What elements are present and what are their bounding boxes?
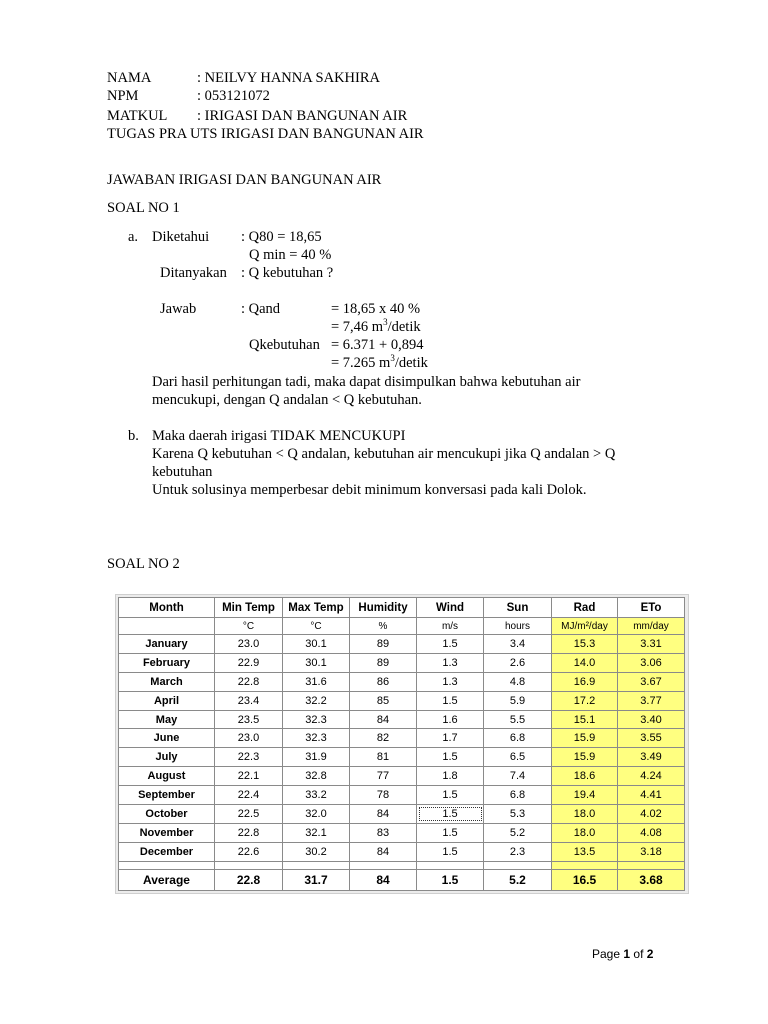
table-cell: 1.5 [417, 786, 484, 805]
table-cell: 84 [350, 842, 417, 861]
table-cell: 2.6 [484, 653, 552, 672]
table-cell: 1.5 [417, 691, 484, 710]
table-cell: January [119, 635, 215, 654]
table-cell: June [119, 729, 215, 748]
unit-max-temp: °C [283, 618, 350, 635]
table-cell: 3.77 [618, 691, 685, 710]
soal1-title: SOAL NO 1 [107, 200, 180, 216]
table-cell: 85 [350, 691, 417, 710]
table-header-row [119, 598, 685, 618]
tugas-title: TUGAS PRA UTS IRIGASI DAN BANGUNAN AIR [107, 126, 424, 142]
table-cell: December [119, 842, 215, 861]
table-cell: 6.8 [484, 786, 552, 805]
table-row [119, 823, 685, 842]
table-cell: 18.0 [552, 805, 618, 824]
table-cell: 1.7 [417, 729, 484, 748]
table-row [119, 729, 685, 748]
unit-month [119, 618, 215, 635]
table-cell: 16.5 [552, 869, 618, 890]
table-cell: 15.3 [552, 635, 618, 654]
table-cell: 1.5 [417, 842, 484, 861]
qand-eq1: = 18,65 x 40 % [331, 301, 421, 317]
column-header-wind: Wind [417, 598, 484, 618]
table-cell: 22.9 [215, 653, 283, 672]
table-cell: 84 [350, 869, 417, 890]
table-units-row [119, 618, 685, 635]
table-cell: September [119, 786, 215, 805]
nama-label: NAMA [107, 70, 152, 86]
table-cell: 3.4 [484, 635, 552, 654]
table-cell: 2.3 [484, 842, 552, 861]
table-cell [552, 861, 618, 869]
item-b-line-3: kebutuhan [152, 464, 213, 480]
table-cell: 22.6 [215, 842, 283, 861]
table-cell: 89 [350, 653, 417, 672]
table-cell: 30.1 [283, 635, 350, 654]
table-row [119, 710, 685, 729]
table-cell: 17.2 [552, 691, 618, 710]
ditanyakan-value: : Q kebutuhan ? [241, 265, 334, 281]
column-header-month: Month [119, 598, 215, 618]
table-cell: 84 [350, 710, 417, 729]
table-cell: 1.5 [417, 635, 484, 654]
jawab-label: Jawab [160, 301, 197, 317]
table-cell: 86 [350, 672, 417, 691]
table-cell: April [119, 691, 215, 710]
table-cell: 4.41 [618, 786, 685, 805]
qand-eq2: = 7,46 $m^3$/detik [331, 317, 421, 335]
table-row [119, 653, 685, 672]
table-cell: 3.68 [618, 869, 685, 890]
table-cell: 23.0 [215, 635, 283, 654]
table-cell: 83 [350, 823, 417, 842]
table-cell: 32.3 [283, 710, 350, 729]
diketahui-label: Diketahui [152, 229, 210, 245]
table-cell: 6.8 [484, 729, 552, 748]
qkebutuhan-eq2: = 7.265 $m^3$/detik [331, 353, 428, 371]
page-indicator: Page 1 of 2 [592, 947, 654, 961]
npm-value: : 053121072 [197, 88, 270, 104]
item-a-marker: a. [128, 229, 139, 245]
table-cell: 30.2 [283, 842, 350, 861]
table-cell [283, 861, 350, 869]
qand-label: : Qand [241, 301, 281, 317]
unit-humidity: % [350, 618, 417, 635]
table-cell: 13.5 [552, 842, 618, 861]
table-cell: Average [119, 869, 215, 890]
conclusion-line-2: mencukupi, dengan Q andalan < Q kebutuhan. [152, 392, 422, 408]
matkul-label: MATKUL [107, 108, 168, 124]
table-cell: 19.4 [552, 786, 618, 805]
table-cell: 78 [350, 786, 417, 805]
table-cell: 3.55 [618, 729, 685, 748]
column-header-sun: Sun [484, 598, 552, 618]
qkebutuhan-eq1: = 6.371 + 0,894 [331, 337, 424, 353]
table-cell: 5.3 [484, 805, 552, 824]
table-cell: 31.6 [283, 672, 350, 691]
table-row [119, 786, 685, 805]
table-cell: 15.9 [552, 748, 618, 767]
table-cell: 31.9 [283, 748, 350, 767]
table-cell: 4.02 [618, 805, 685, 824]
table-cell: 15.1 [552, 710, 618, 729]
table-cell: 1.8 [417, 767, 484, 786]
table-cell [215, 861, 283, 869]
table-cell: 81 [350, 748, 417, 767]
table-cell: 89 [350, 635, 417, 654]
table-cell: July [119, 748, 215, 767]
table-cell: 77 [350, 767, 417, 786]
column-header-rad: Rad [552, 598, 618, 618]
table-cell: 1.6 [417, 710, 484, 729]
table-cell [350, 861, 417, 869]
npm-label: NPM [107, 88, 139, 104]
diketahui-qmin: Q min = 40 % [249, 247, 332, 263]
table-cell [618, 861, 685, 869]
table-cell: 6.5 [484, 748, 552, 767]
table-cell: February [119, 653, 215, 672]
unit-sun: hours [484, 618, 552, 635]
table-cell: 4.8 [484, 672, 552, 691]
column-header-max-temp: Max Temp [283, 598, 350, 618]
nama-value: : NEILVY HANNA SAKHIRA [197, 70, 380, 86]
table-cell: 3.31 [618, 635, 685, 654]
table-cell: 23.5 [215, 710, 283, 729]
table-cell: 33.2 [283, 786, 350, 805]
table-cell: 3.06 [618, 653, 685, 672]
table-cell: 1.5 [417, 823, 484, 842]
item-b-line-1: Maka daerah irigasi TIDAK MENCUKUPI [152, 428, 406, 444]
item-b-marker: b. [128, 428, 139, 444]
table-cell: March [119, 672, 215, 691]
table-cell: 84 [350, 805, 417, 824]
table-cell: 1.3 [417, 672, 484, 691]
matkul-value: : IRIGASI DAN BANGUNAN AIR [197, 108, 408, 124]
table-cell: 3.67 [618, 672, 685, 691]
table-cell: 3.18 [618, 842, 685, 861]
table-cell: 15.9 [552, 729, 618, 748]
ditanyakan-label: Ditanyakan [160, 265, 227, 281]
table-row [119, 805, 685, 824]
table-row [119, 672, 685, 691]
table-cell: 32.2 [283, 691, 350, 710]
table-cell: 18.0 [552, 823, 618, 842]
table-cell: November [119, 823, 215, 842]
table-cell: 23.4 [215, 691, 283, 710]
table-cell: 5.2 [484, 823, 552, 842]
table-cell: 7.4 [484, 767, 552, 786]
table-cell: 32.1 [283, 823, 350, 842]
table-row [119, 635, 685, 654]
unit-eto: mm/day [618, 618, 685, 635]
table-cell: 18.6 [552, 767, 618, 786]
column-header-humidity: Humidity [350, 598, 417, 618]
table-cell: 23.0 [215, 729, 283, 748]
table-cell: May [119, 710, 215, 729]
table-cell: 22.8 [215, 869, 283, 890]
table-cell: October [119, 805, 215, 824]
table-row [119, 748, 685, 767]
column-header-min-temp: Min Temp [215, 598, 283, 618]
table-cell: 1.5 [417, 805, 484, 824]
table-cell: 1.5 [417, 748, 484, 767]
unit-wind: m/s [417, 618, 484, 635]
table-cell: 16.9 [552, 672, 618, 691]
table-row [119, 691, 685, 710]
climate-table [118, 597, 685, 891]
qkebutuhan-label: Qkebutuhan [249, 337, 320, 353]
item-b-line-4: Untuk solusinya memperbesar debit minimum konversasi pada kali Dolok. [152, 482, 587, 498]
table-cell: 1.3 [417, 653, 484, 672]
table-cell: 22.1 [215, 767, 283, 786]
table-cell: 82 [350, 729, 417, 748]
table-spacer-row [119, 861, 685, 869]
table-cell: 3.49 [618, 748, 685, 767]
column-header-eto: ETo [618, 598, 685, 618]
unit-rad: MJ/m²/day [552, 618, 618, 635]
table-cell: 30.1 [283, 653, 350, 672]
conclusion-line-1: Dari hasil perhitungan tadi, maka dapat disimpulkan bahwa kebutuhan air [152, 374, 581, 390]
table-row [119, 842, 685, 861]
table-cell: 4.24 [618, 767, 685, 786]
table-cell: 5.9 [484, 691, 552, 710]
table-cell: 31.7 [283, 869, 350, 890]
table-cell: 32.0 [283, 805, 350, 824]
table-cell: 22.8 [215, 672, 283, 691]
jawaban-title: JAWABAN IRIGASI DAN BANGUNAN AIR [107, 172, 382, 188]
table-cell: 3.40 [618, 710, 685, 729]
table-cell: 22.3 [215, 748, 283, 767]
table-cell: 32.3 [283, 729, 350, 748]
table-cell: 1.5 [417, 869, 484, 890]
table-cell: 22.4 [215, 786, 283, 805]
table-average-row [119, 869, 685, 890]
table-cell: 32.8 [283, 767, 350, 786]
table-cell: 5.2 [484, 869, 552, 890]
table-cell: 4.08 [618, 823, 685, 842]
table-cell [484, 861, 552, 869]
table-cell: 14.0 [552, 653, 618, 672]
table-row [119, 767, 685, 786]
table-cell: August [119, 767, 215, 786]
diketahui-q80: : Q80 = 18,65 [241, 229, 322, 245]
table-cell: 22.5 [215, 805, 283, 824]
unit-min-temp: °C [215, 618, 283, 635]
table-cell [417, 861, 484, 869]
soal2-title: SOAL NO 2 [107, 556, 180, 572]
table-cell [119, 861, 215, 869]
table-cell: 5.5 [484, 710, 552, 729]
table-cell: 22.8 [215, 823, 283, 842]
item-b-line-2: Karena Q kebutuhan < Q andalan, kebutuhan air mencukupi jika Q andalan > Q [152, 446, 616, 462]
